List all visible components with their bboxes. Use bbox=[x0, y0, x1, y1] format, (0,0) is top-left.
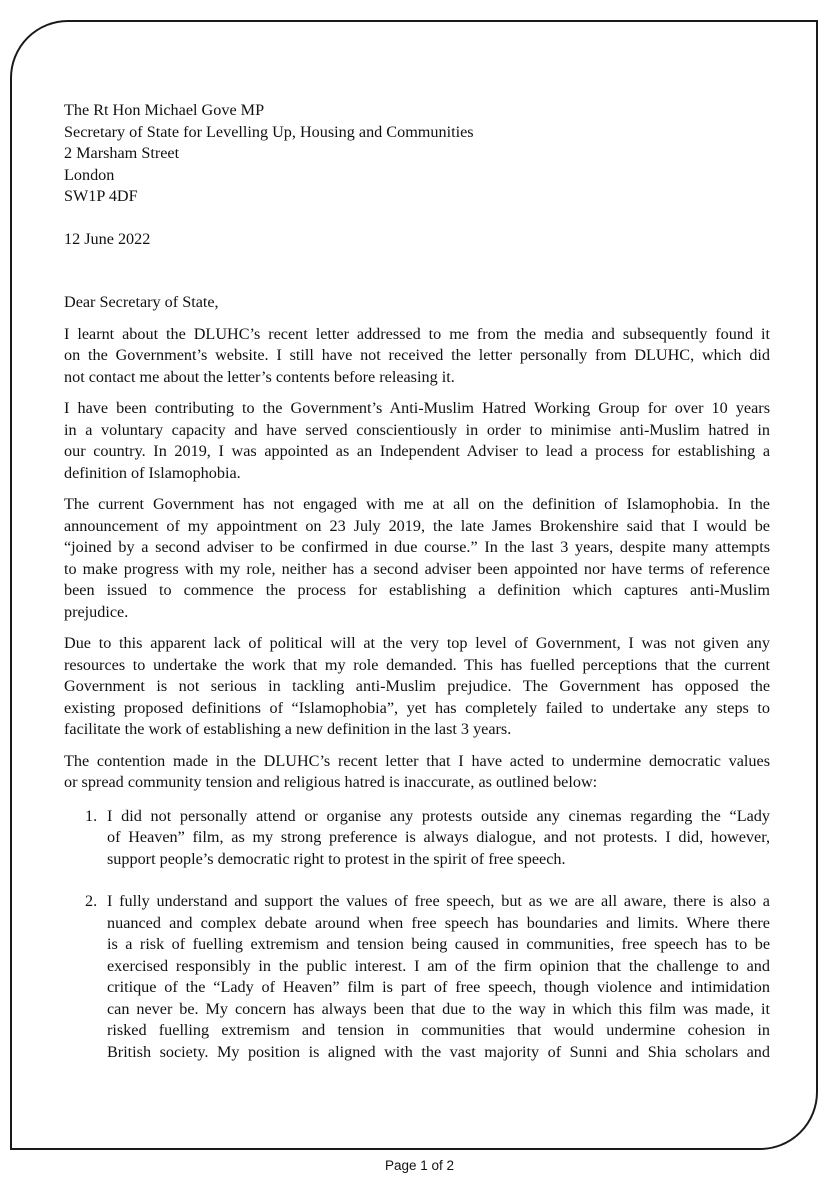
list-item bbox=[64, 891, 770, 1063]
page-number: Page 1 of 2 bbox=[384, 1158, 455, 1173]
paragraph-line: been issued to commence the process for establishing a definition which captures anti-Muslim bbox=[64, 581, 770, 599]
body-paragraph bbox=[64, 751, 770, 794]
list-item-line: British society. My position is aligned with the vast majority of Sunni and Shia scholars and bbox=[107, 1042, 770, 1061]
list-item-line: nuanced and complex debate around when free speech has boundaries and limits. Where there bbox=[107, 913, 770, 932]
recipient-name: The Rt Hon Michael Gove MP bbox=[64, 101, 265, 119]
salutation: Dear Secretary of State, bbox=[64, 293, 219, 311]
paragraph-line: I learnt about the DLUHC’s recent letter addressed to me from the media and subsequently found it bbox=[64, 324, 770, 343]
paragraph-line: our country. In 2019, I was appointed as an Independent Adviser to lead a process for establishing a bbox=[64, 442, 770, 460]
list-item bbox=[64, 806, 770, 871]
recipient-street: 2 Marsham Street bbox=[64, 144, 180, 162]
list-item-line: risked fuelling extremism and tension in communities that would undermine cohesion in bbox=[107, 1021, 770, 1039]
paragraph-line: prejudice. bbox=[64, 602, 129, 621]
paragraph-line: The current Government has not engaged with me at all on the definition of Islamophobia. In the bbox=[64, 495, 770, 513]
paragraph-line: announcement of my appointment on 23 July 2019, the late James Brokenshire said that I would be bbox=[64, 516, 770, 535]
list-item-text bbox=[107, 891, 770, 1063]
paragraph-line: Due to this apparent lack of political will at the very top level of Government, I was not given any bbox=[64, 634, 770, 652]
list-item-line: I fully understand and support the values of free speech, but as we are all aware, there is also a bbox=[107, 892, 770, 910]
paragraph-line: to make progress with my role, neither has a second adviser been appointed nor have terms of reference bbox=[64, 559, 770, 578]
list-item-number: 2. bbox=[85, 892, 98, 910]
list-item-line: I did not personally attend or organise any protests outside any cinemas regarding the “Lady bbox=[107, 806, 770, 825]
list-item-line: exercised responsibly in the public interest. I am of the firm opinion that the challenge to and bbox=[107, 956, 770, 975]
paragraph-line: not contact me about the letter’s contents before releasing it. bbox=[64, 367, 455, 386]
paragraph-line: in a voluntary capacity and have served conscientiously in order to minimise anti-Muslim hatred in bbox=[64, 420, 770, 439]
paragraph-line: definition of Islamophobia. bbox=[64, 463, 241, 482]
paragraph-line: or spread community tension and religious hatred is inaccurate, as outlined below: bbox=[64, 773, 598, 791]
body-paragraph bbox=[64, 633, 770, 741]
body-paragraph bbox=[64, 398, 770, 484]
paragraph-line: “joined by a second adviser to be confirmed in due course.” In the last 3 years, despite many attempts bbox=[64, 538, 770, 556]
body-paragraph bbox=[64, 494, 770, 623]
paragraph-line: existing proposed definitions of “Islamophobia”, yet has completely failed to undertake any steps to bbox=[64, 698, 770, 717]
paragraphs bbox=[64, 324, 770, 794]
paragraph-line: facilitate the work of establishing a new definition in the last 3 years. bbox=[64, 720, 512, 738]
list-item-line: critique of the “Lady of Heaven” film is part of free speech, though violence and intimidation bbox=[107, 978, 770, 996]
recipient-address bbox=[64, 100, 770, 208]
list-item-line: is a risk of fuelling extremism and tension being caused in communities, free speech has to be bbox=[107, 935, 770, 953]
recipient-postcode: SW1P 4DF bbox=[64, 187, 138, 205]
letter-body bbox=[64, 100, 770, 1084]
list-item-text bbox=[107, 806, 770, 871]
list-item-line: of Heaven” film, as my strong preference is always dialogue, and not protests. I did, however, bbox=[107, 828, 770, 846]
recipient-title: Secretary of State for Levelling Up, Housing and Communities bbox=[64, 122, 474, 141]
list-item-line: support people’s democratic right to protest in the spirit of free speech. bbox=[107, 849, 566, 868]
paragraph-line: Government is not serious in tackling anti-Muslim prejudice. The Government has opposed the bbox=[64, 677, 770, 695]
paragraph-line: on the Government’s website. I still have not received the letter personally from DLUHC, which did bbox=[64, 346, 770, 364]
numbered-list bbox=[64, 806, 770, 1064]
paragraph-line: resources to undertake the work that my role demanded. This has fuelled perceptions that the current bbox=[64, 655, 770, 674]
paragraph-line: The contention made in the DLUHC’s recent letter that I have acted to undermine democratic values bbox=[64, 751, 770, 770]
body-paragraph bbox=[64, 324, 770, 389]
paragraph-line: I have been contributing to the Government’s Anti-Muslim Hatred Working Group for over 10 years bbox=[64, 399, 770, 417]
recipient-city: London bbox=[64, 165, 115, 184]
list-item-line: can never be. My concern has always been that due to the way in which this film was made, it bbox=[107, 999, 770, 1018]
list-item-number: 1. bbox=[85, 806, 98, 825]
letter-date: 12 June 2022 bbox=[64, 229, 151, 248]
